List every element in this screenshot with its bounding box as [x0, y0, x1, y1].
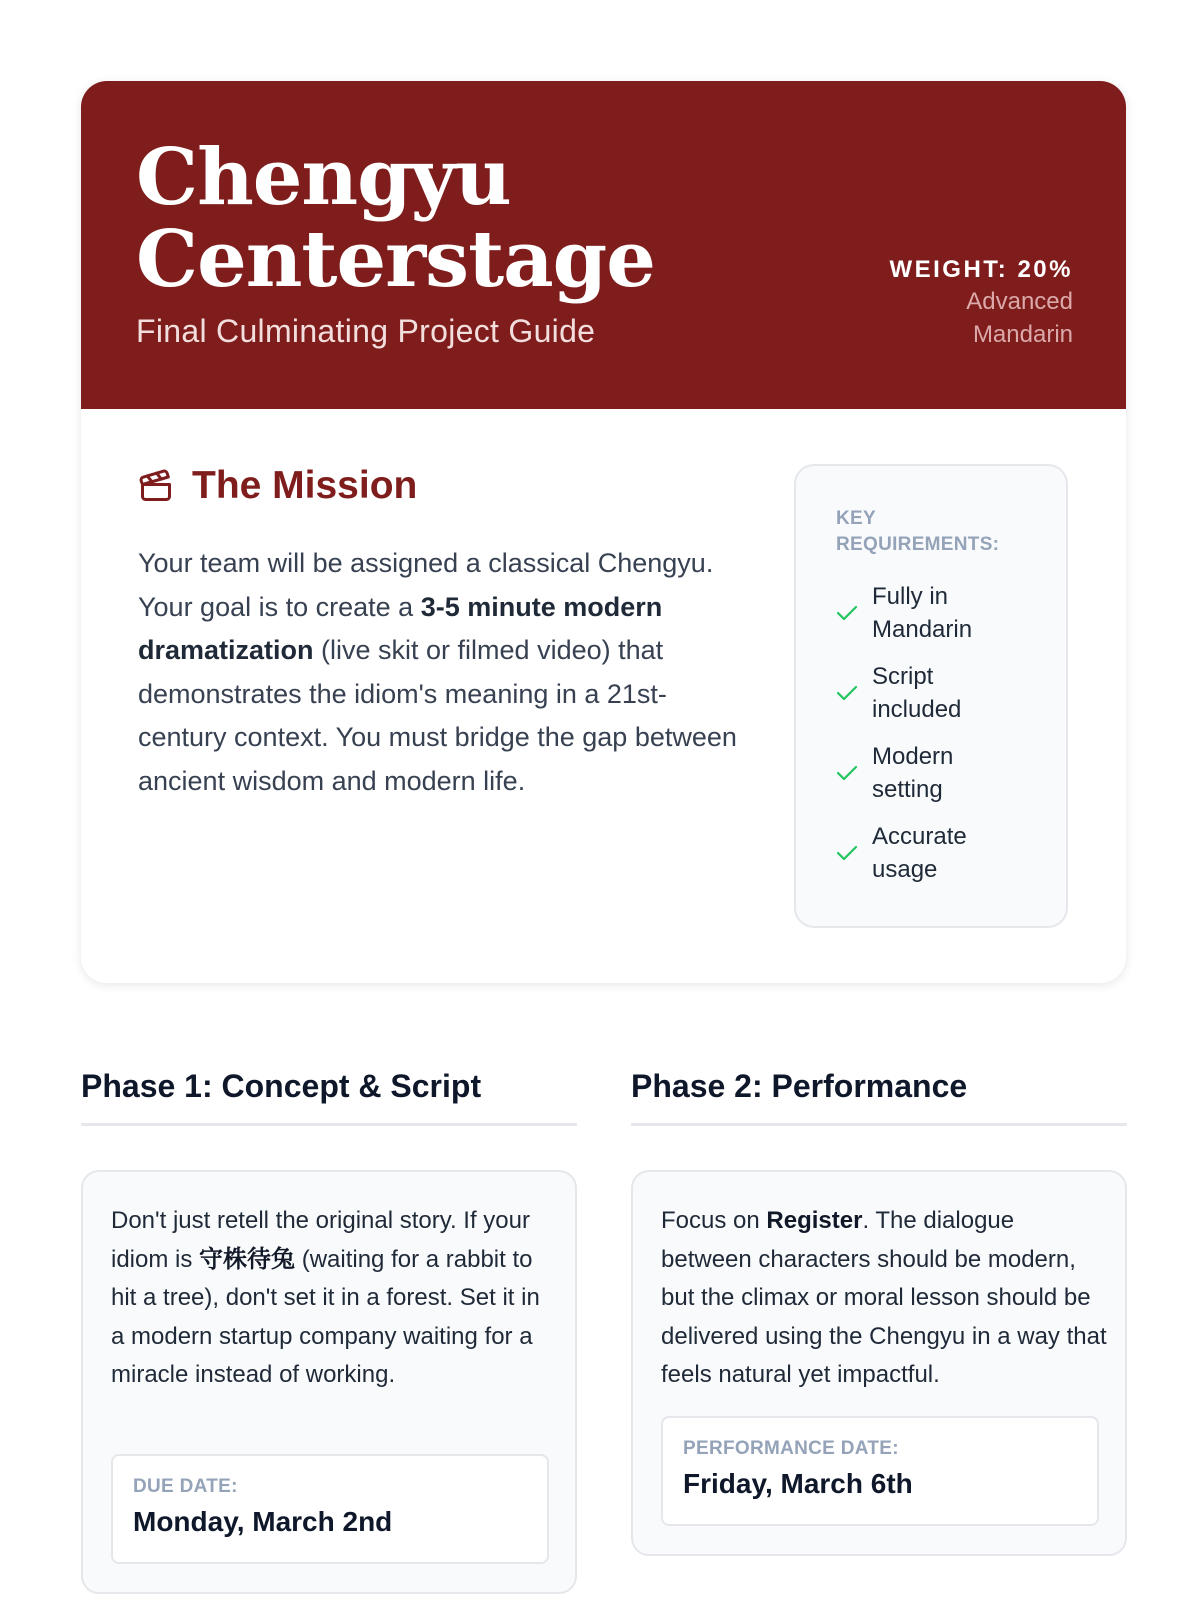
phase-1-text-part-2: (waiting for a rabbit to hit a tree), don't set it in a forest. Set it in a modern startup company waiting for a miracle instead of working. — [111, 1245, 540, 1388]
phase-1-section — [81, 1062, 577, 1537]
phase-2-card — [631, 1170, 1127, 1556]
phase-1-card — [81, 1170, 577, 1594]
header-banner — [81, 81, 1126, 409]
course-label: Advanced Mandarin — [966, 288, 1073, 348]
phase-2-text-part-2: . The dialogue between characters should be modern, but the climax or moral lesson should be delivered using the Chengyu in a way that feels natural yet impactful. — [661, 1207, 1107, 1388]
list-item — [836, 660, 1056, 740]
due-date-label: DUE DATE: — [133, 1476, 238, 1497]
mission-title: The Mission — [192, 464, 418, 507]
check-icon — [836, 684, 858, 702]
requirement-label: Fully in Mandarin — [872, 583, 973, 643]
mission-card — [81, 81, 1126, 983]
idiom-text: 守株待兔 — [199, 1245, 296, 1273]
mission-text-emphasis: 3-5 minute modern dramatization — [138, 591, 663, 665]
list-item — [836, 580, 1056, 660]
phase-1-text-part-1: Don't just retell the original story. If your idiom is — [111, 1207, 530, 1273]
title-line-2: Centerstage — [136, 214, 655, 305]
page-subtitle: Final Culminating Project Guide — [136, 313, 596, 349]
key-requirements-box — [794, 464, 1068, 928]
phase-2-description — [661, 1202, 1109, 1395]
phase-1-description — [111, 1202, 559, 1395]
page-title — [136, 132, 776, 305]
performance-date-box — [661, 1416, 1099, 1526]
performance-date-value: Friday, March 6th — [683, 1468, 913, 1499]
phase-2-title: Phase 2: Performance — [631, 1062, 1127, 1126]
weight-block — [889, 255, 1073, 351]
requirement-label: Accurate usage — [872, 823, 967, 883]
clapperboard-icon — [138, 468, 174, 504]
register-text: Register — [766, 1207, 863, 1234]
due-date-value: Monday, March 2nd — [133, 1506, 393, 1537]
due-date-box — [111, 1454, 549, 1564]
mission-text-part-1: Your team will be assigned a classical Chengyu. Your goal is to create a — [138, 548, 714, 622]
check-icon — [836, 604, 858, 622]
phase-2-section — [631, 1062, 1127, 1499]
phase-1-title: Phase 1: Concept & Script — [81, 1062, 577, 1126]
phase-2-text-part-1: Focus on — [661, 1207, 767, 1234]
mission-description — [138, 542, 746, 803]
requirement-label: Modern setting — [872, 743, 954, 803]
list-item — [836, 820, 1056, 900]
mission-text-part-2: (live skit or filmed video) that demonstrates the idiom's meaning in a 21st-century context. You must bridge the gap between ancient wisdom and modern life. — [138, 635, 737, 796]
requirements-title: KEY REQUIREMENTS: — [836, 508, 1000, 555]
requirements-list — [836, 580, 1056, 900]
check-icon — [836, 844, 858, 862]
check-icon — [836, 764, 858, 782]
list-item — [836, 740, 1056, 820]
mission-heading — [138, 464, 417, 508]
title-line-1: Chengyu — [136, 132, 511, 223]
weight-label: WEIGHT: 20% — [889, 256, 1073, 283]
performance-date-label: PERFORMANCE DATE: — [683, 1438, 899, 1459]
requirement-label: Script included — [872, 663, 962, 723]
